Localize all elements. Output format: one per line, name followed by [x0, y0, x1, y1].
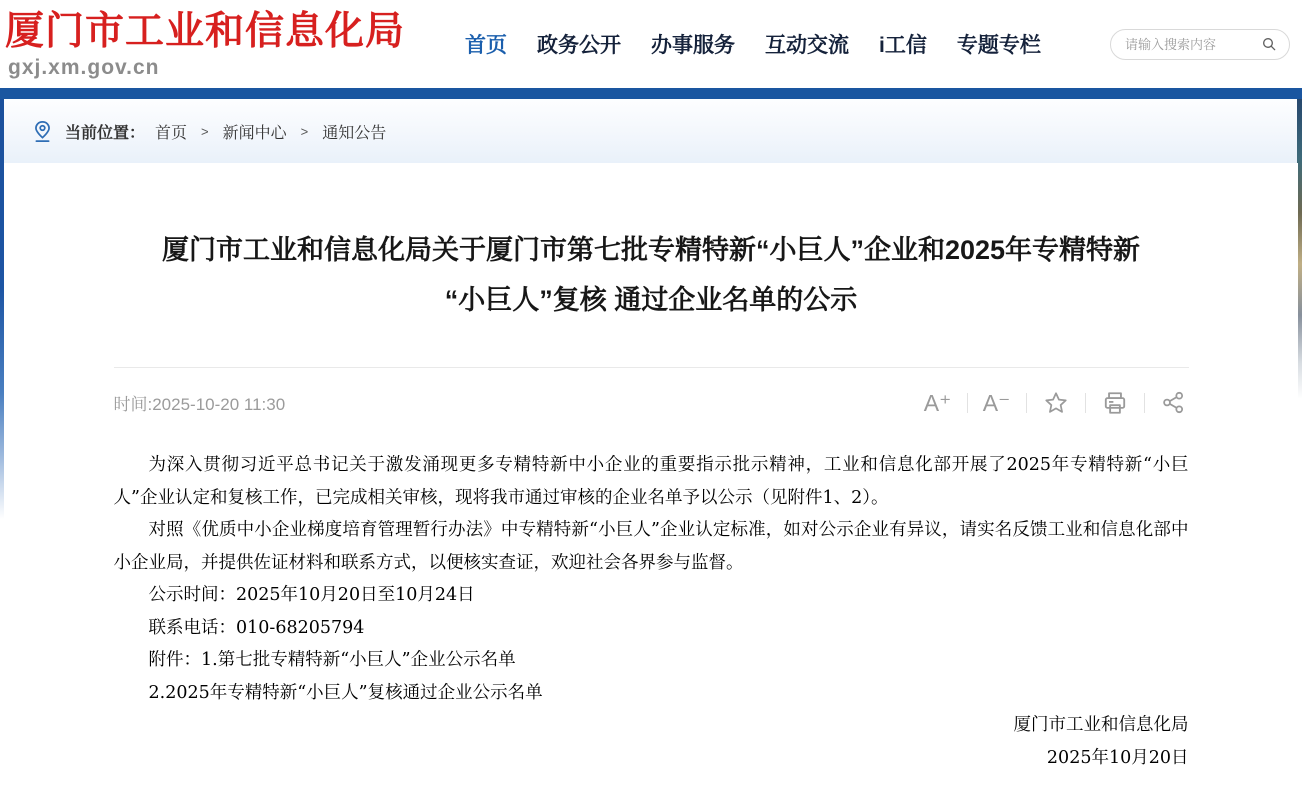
- nav-item-i-gongxin[interactable]: i工信: [879, 34, 927, 57]
- signature-org: 厦门市工业和信息化局: [1013, 715, 1189, 735]
- breadcrumb-separator: >: [300, 123, 309, 139]
- site-logo-title: 厦门市工业和信息化局: [5, 7, 406, 54]
- breadcrumb-separator: >: [201, 123, 209, 139]
- nav-item-government-affairs[interactable]: 政务公开: [537, 34, 621, 57]
- article-body: [114, 449, 1189, 774]
- attachment-2: 2.2025年专精特新“小巨人”复核通过企业公示名单: [148, 682, 543, 703]
- location-pin-icon: [32, 120, 53, 143]
- article-meta-row: [114, 367, 1189, 423]
- article-title-line2: “小巨人”复核 通过企业名单的公示: [444, 285, 858, 315]
- favorite-star-icon[interactable]: [1041, 390, 1071, 416]
- article-toolbar: [923, 390, 1189, 416]
- font-increase-button[interactable]: A⁺: [923, 389, 952, 416]
- paragraph: 为深入贯彻习近平总书记关于激发涌现更多专精特新中小企业的重要指示批示精神，工业和信息化部开展了2025年专精特新“小巨人”企业认定和复核工作，已完成相关审核，现将我市通过审核的企业名单予以公示（见附件1、2）。: [113, 455, 1189, 508]
- search-icon[interactable]: [1261, 36, 1277, 52]
- article-title-line1: 厦门市工业和信息化局关于厦门市第七批专精特新“小巨人”企业和2025年专精特新: [161, 235, 1141, 265]
- breadcrumb-item-home[interactable]: 首页: [155, 124, 188, 142]
- toolbar-divider: [1026, 393, 1027, 413]
- paragraph: 对照《优质中小企业梯度培育管理暂行办法》中专精特新“小巨人”企业认定标准，如对公示企业有异议，请实名反馈工业和信息化部中小企业局，并提供佐证材料和联系方式，以便核实查证，欢迎社会各界参与监督。: [113, 520, 1189, 573]
- site-header: [0, 0, 1302, 88]
- contact-phone: 联系电话：010-68205794: [148, 617, 365, 638]
- content-area: [4, 163, 1298, 800]
- attachment-1: 附件：1.第七批专精特新“小巨人”企业公示名单: [148, 650, 516, 670]
- share-icon[interactable]: [1159, 390, 1189, 415]
- article: [114, 163, 1189, 774]
- main-nav: [465, 29, 1041, 59]
- publicity-period: 公示时间：2025年10月20日至10月24日: [148, 585, 475, 605]
- site-logo[interactable]: [5, 9, 457, 80]
- toolbar-divider: [1085, 393, 1086, 413]
- signature-date: 2025年10月20日: [1046, 747, 1189, 768]
- breadcrumb-item-notices[interactable]: 通知公告: [322, 124, 387, 142]
- nav-item-services[interactable]: 办事服务: [651, 34, 735, 57]
- nav-item-home[interactable]: 首页: [465, 34, 507, 57]
- search-input[interactable]: [1125, 37, 1261, 52]
- search-box: [1110, 29, 1290, 60]
- header-divider-bar: [0, 88, 1302, 99]
- publish-time: 时间:2025-10-20 11:30: [113, 395, 286, 414]
- article-title: [114, 163, 1189, 325]
- printer-icon[interactable]: [1100, 390, 1130, 416]
- breadcrumb: [4, 99, 1297, 163]
- breadcrumb-label: 当前位置：: [65, 124, 146, 142]
- toolbar-divider: [1144, 393, 1145, 413]
- site-logo-url: gxj.xm.gov.cn: [8, 55, 160, 79]
- breadcrumb-item-news-center[interactable]: 新闻中心: [222, 124, 287, 142]
- nav-item-interaction[interactable]: 互动交流: [765, 34, 849, 57]
- font-decrease-button[interactable]: A⁻: [982, 389, 1011, 416]
- nav-item-special-topics[interactable]: 专题专栏: [956, 34, 1041, 57]
- toolbar-divider: [967, 393, 968, 413]
